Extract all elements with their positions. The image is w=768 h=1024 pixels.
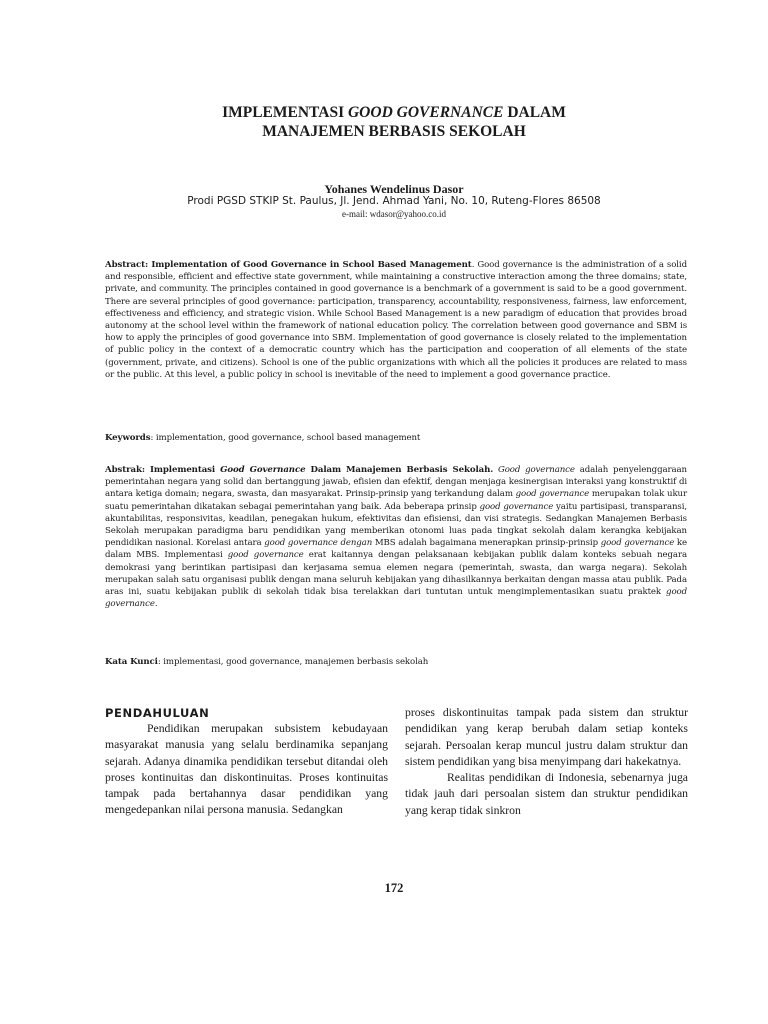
abstract-text-run: yaitu partisipasi, transparansi, akuntabilitas, responsivitas, keadilan, penegakan hukum, efektivitas dan efisiensi, dan visi strategis. Sedangkan Manajemen Berbasis Sekolah merupakan paradigma baru pendidikan yang memberikan otonomi luas pada tingkat sekolah dalam kerangka kebijakan pendidikan nasional. Korelasi antara — [105, 501, 687, 549]
author-affiliation: Prodi PGSD STKIP St. Paulus, Jl. Jend. Ahmad Yani, No. 10, Ruteng-Flores 86508 — [187, 195, 601, 207]
abstract-text-run: adalah penyelenggaraan pemerintahan negara yang solid dan bertanggung jawab, efisien dan efektif, dengan menjaga kesinergisan interaksi yang konstruktif di antara ketiga domain; negara, swasta, dan masyarakat. Prinsip-prinsip yang terkandung dalam — [105, 465, 687, 500]
title-suffix: DALAM — [503, 104, 566, 121]
keywords-english-text: : implementation, good governance, school based management — [150, 433, 421, 443]
author-email: e-mail: wdasor@yahoo.co.id — [341, 209, 446, 219]
author-name: Yohanes Wendelinus Dasor — [324, 182, 464, 196]
keywords-indonesian-text: : implementasi, good governance, manajemen berbasis sekolah — [157, 657, 429, 667]
abstract-italic-run: good governance — [515, 489, 590, 500]
abstract-english — [105, 259, 687, 381]
abstract-label-italic: Good Governance — [220, 465, 306, 475]
abstract-italic-run: good governance dengan — [264, 538, 373, 549]
title-line-1 — [100, 103, 688, 122]
abstract-label-part: Dalam Manajemen Berbasis Sekolah. — [305, 465, 494, 475]
abstract-label-part: Abstrak: Implementasi — [105, 465, 221, 475]
abstract-indonesian — [105, 464, 687, 610]
abstract-text-run: MBS adalah bagaimana menerapkan prinsip-prinsip — [372, 538, 601, 549]
paper-title — [100, 103, 688, 141]
abstract-italic-run: good governance — [105, 587, 687, 610]
title-prefix: IMPLEMENTASI — [222, 104, 348, 121]
abstract-italic-run: good governance — [479, 501, 554, 512]
abstract-text-run: ke dalam MBS. Implementasi — [105, 538, 687, 561]
abstract-english-label: Abstract: Implementation of Good Governance in School Based Management — [105, 260, 472, 270]
body-column-right — [405, 705, 688, 819]
keywords-english-label: Keywords — [105, 433, 151, 443]
abstract-italic-run: good governance — [600, 538, 675, 549]
body-paragraph: Realitas pendidikan di Indonesia, sebenarnya juga tidak jauh dari persoalan sistem dan struktur pendidikan yang kerap tidak sinkron — [405, 771, 688, 817]
body-paragraph: Pendidikan merupakan subsistem kebudayaan masyarakat manusia yang selalu berdinamika sepanjang sejarah. Adanya dinamika pendidikan tersebut ditandai oleh proses kontinuitas dan diskontinuitas. Proses kontinuitas tampak pada bertahannya dasar pendidikan yang mengedepankan nilai persona manusia. Sedangkan — [105, 722, 388, 817]
abstract-text-run: erat kaitannya dengan pelaksanaan kebijakan publik dalam konteks sebuah negara demokrasi yang berintikan partisipasi dan kerjasama semua elemen negara (pemerintah, swasta, dan warga negara). Sekolah merupakan salah satu organisasi publik dengan mana seluruh kebijakan yang dihasilkannya berkaitan dengan massa atau publik. Pada aras ini, suatu kebijakan publik di sekolah tidak bisa terelakkan dari tuntutan untuk mengimplementasikan suatu praktek — [105, 550, 687, 598]
page-number: 172 — [384, 881, 404, 895]
keywords-english — [105, 432, 687, 444]
abstract-italic-run: good governance — [227, 550, 304, 561]
abstract-italic-run: Good governance — [497, 465, 575, 475]
body-column-left — [105, 705, 388, 819]
abstract-text-run: . — [154, 599, 158, 610]
section-heading: PENDAHULUAN — [105, 706, 210, 720]
title-italic-term: GOOD GOVERNANCE — [347, 104, 504, 121]
title-line-2: MANAJEMEN BERBASIS SEKOLAH — [262, 123, 526, 140]
abstract-indonesian-label — [105, 465, 493, 475]
body-paragraph: proses diskontinuitas tampak pada sistem dan struktur pendidikan yang kerap berubah dalam setiap konteks sejarah. Persoalan kerap muncul justru dalam struktur dan sistem pendidikan yang bisa menyimpang dari hakekatnya. — [405, 706, 688, 768]
abstract-text-run: merupakan tolak ukur suatu pemerintahan dikatakan sebagai pemerintahan yang baik. Ada beberapa prinsip — [105, 489, 688, 512]
abstract-english-text: . Good governance is the administration of a solid and responsible, efficient and effective state government, while maintaining a constructive interaction among the three domains; state, private, and community. The principles contained in good governance is a benchmark of a government is said to be a good government. There are several principles of good governance: participation, transparency, accountability, responsiveness, fairness, law enforcement, effectiveness and efficiency, and strategic vision. While School Based Management is a new paradigm of education that provides broad autonomy at the school level within the framework of national education policy. The correlation between good governance and SBM is how to apply the principles of good governance into SBM. Implementation of good governance is closely related to the implementation of public policy in the context of a democratic country which has the participation and cooperation of all elements of the state (government, private, and citizens). School is one of the public organizations with which all the policies it produces are related to mass or the public. At this level, a public policy in school is inevitable of the need to implement a good governance practice. — [105, 260, 687, 380]
keywords-indonesian-label: Kata Kunci — [105, 657, 158, 667]
keywords-indonesian — [105, 656, 687, 668]
